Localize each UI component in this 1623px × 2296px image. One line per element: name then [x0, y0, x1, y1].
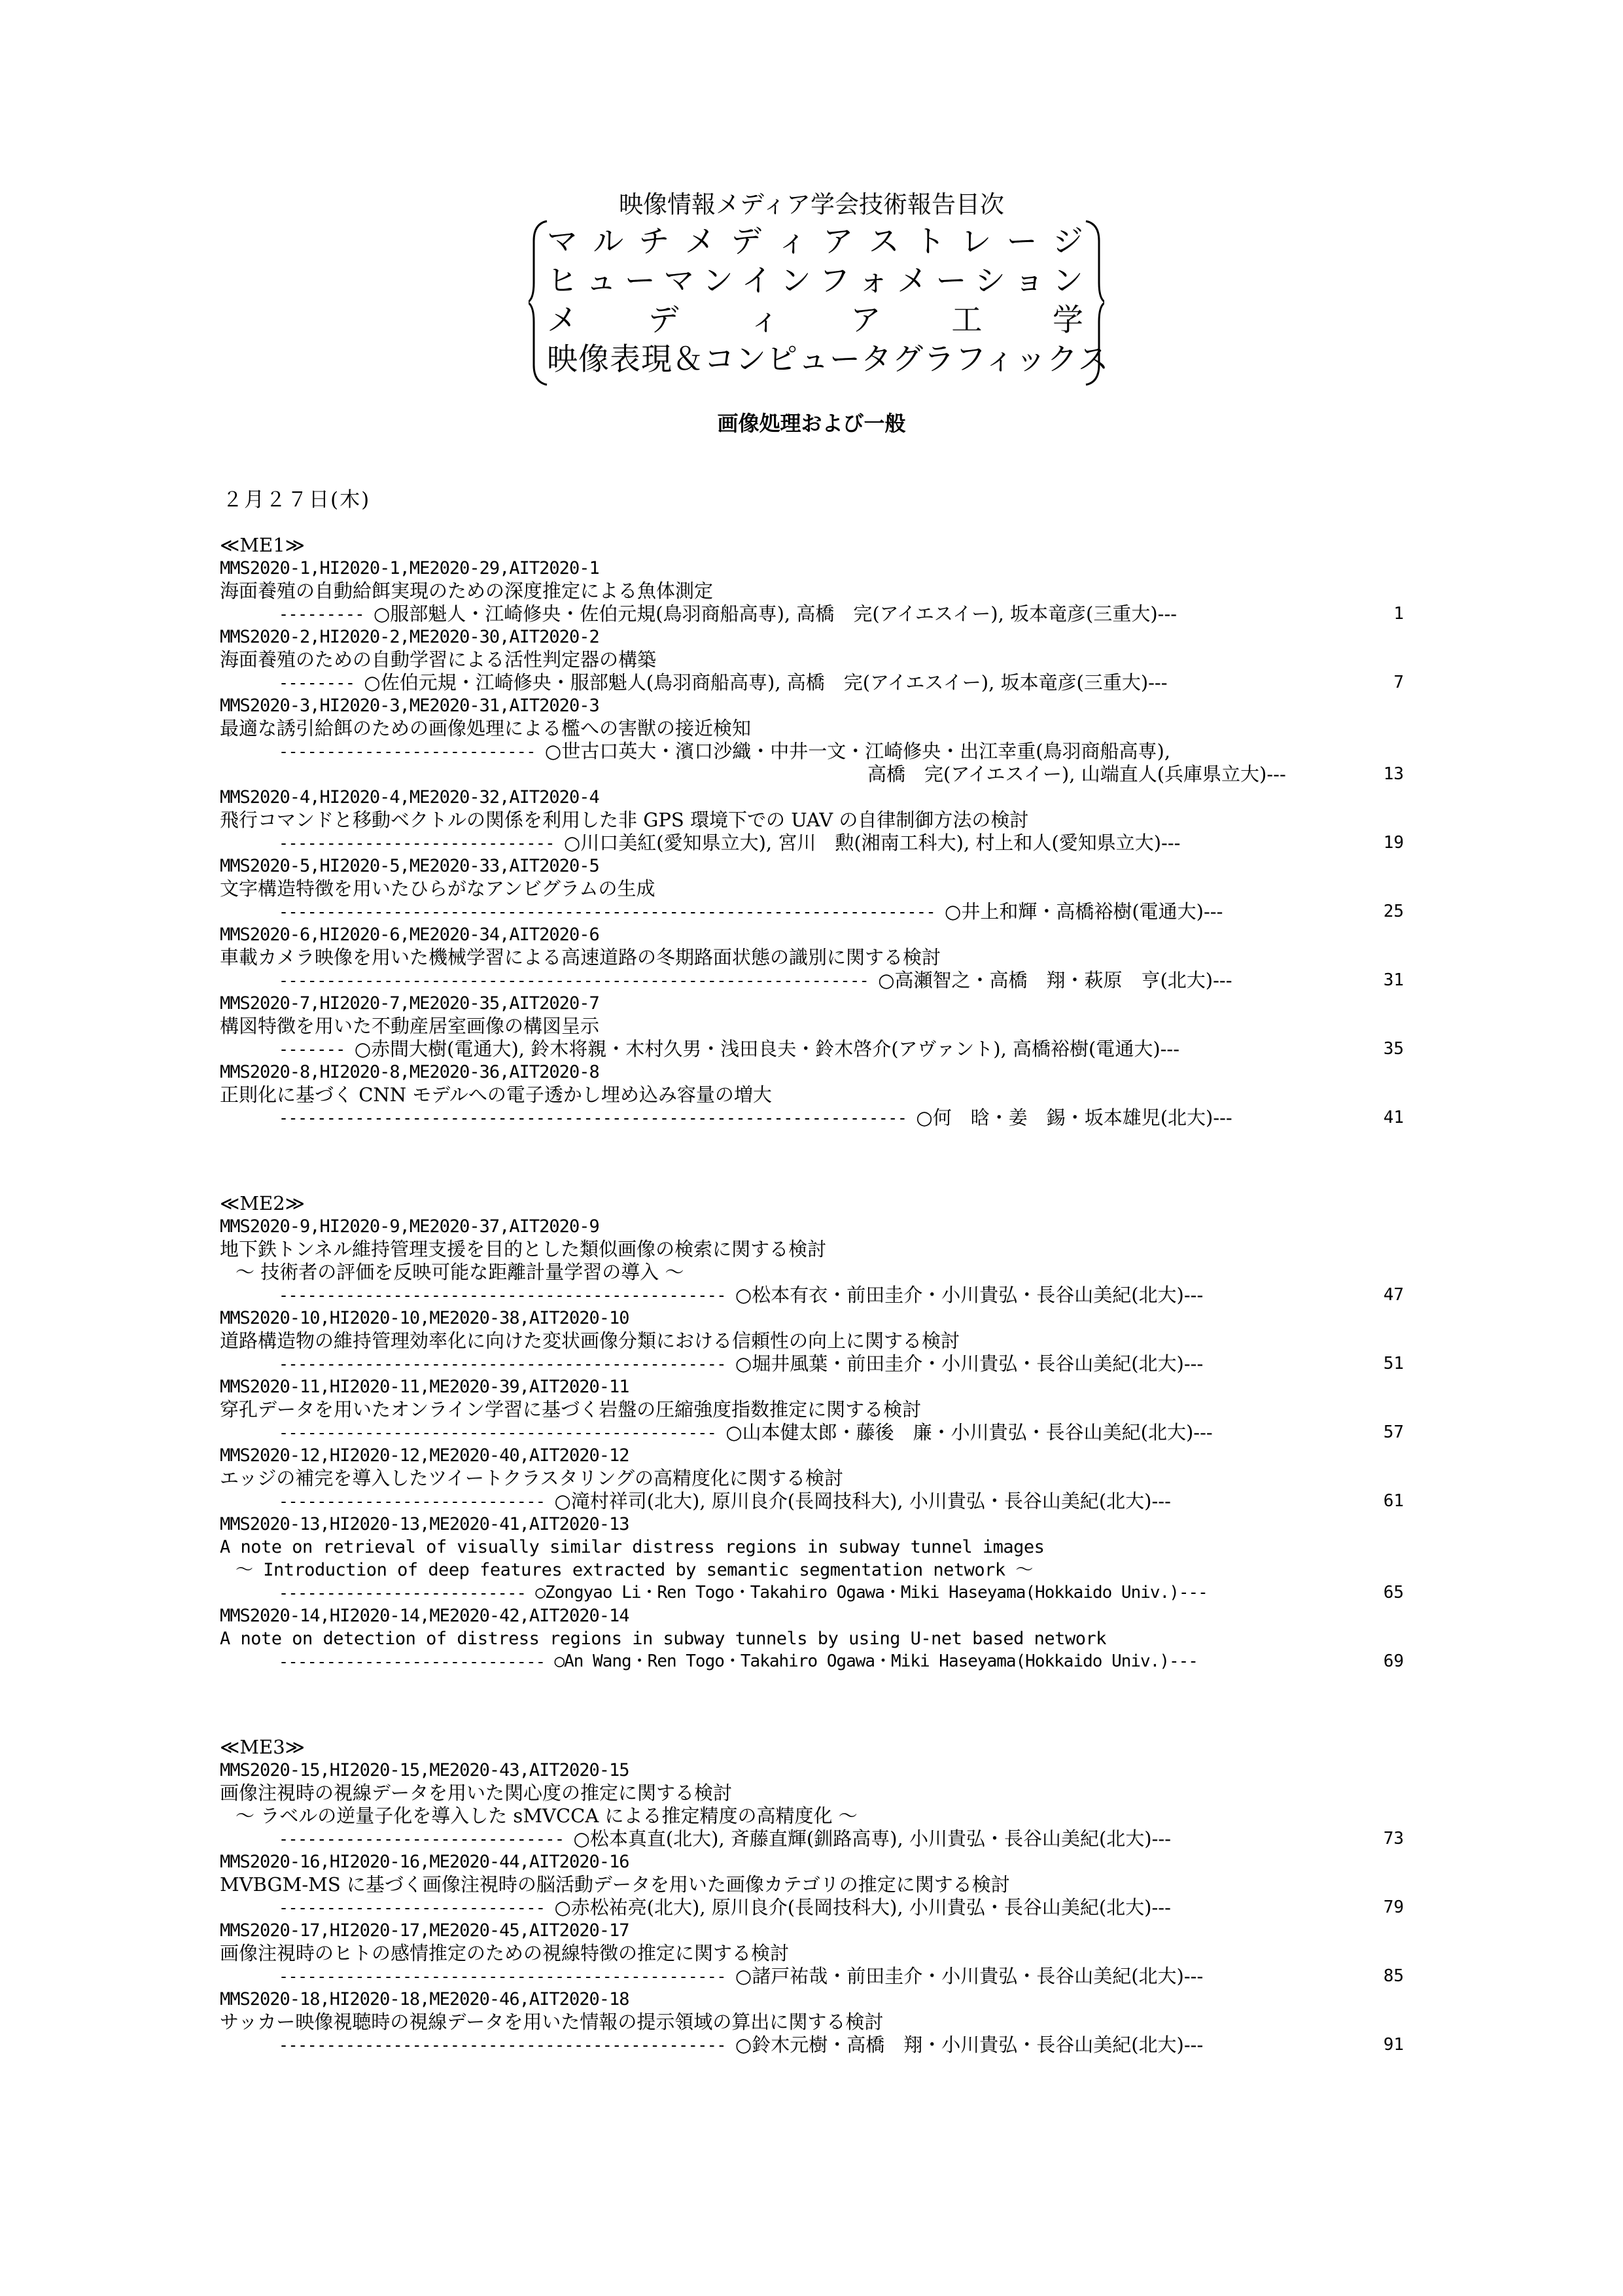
- society-char: ョ: [1013, 263, 1045, 299]
- session-list: [220, 534, 1404, 2057]
- authors: ○諸戸祐哉・前田圭介・小川貴弘・長谷山美紀(北大)---: [735, 1965, 1204, 1987]
- page-number: 47: [1383, 1285, 1404, 1305]
- society-char: 学: [1052, 302, 1083, 338]
- dot-leader: -------: [279, 1040, 345, 1059]
- society-char: フ: [819, 263, 850, 299]
- authors-row: [220, 1106, 1404, 1129]
- authors: ○鈴木元樹・高橋 翔・小川貴弘・長谷山美紀(北大)---: [735, 2034, 1204, 2056]
- session-label: ≪ME3≫: [220, 1736, 305, 1758]
- paper-title: MVBGM-MS に基づく画像注視時の脳活動データを用いた画像カテゴリの推定に関する検討: [220, 1873, 1010, 1896]
- society-char: メ: [897, 263, 928, 299]
- toc-entry: [220, 694, 1404, 786]
- society-char: ル: [593, 224, 624, 260]
- authors-row: [220, 969, 1404, 992]
- session-gap: [220, 1129, 1404, 1192]
- society-char: レ: [960, 224, 992, 260]
- dot-leader: -----------------------------------------------: [279, 2036, 726, 2055]
- toc-entry: [220, 923, 1404, 992]
- dot-leader: -----------------------------: [279, 834, 555, 853]
- report-ids: MMS2020-3,HI2020-3,ME2020-31,AIT2020-3: [220, 696, 599, 716]
- report-ids: MMS2020-11,HI2020-11,ME2020-39,AIT2020-11: [220, 1377, 629, 1397]
- authors: ○堀井風葉・前田圭介・小川貴弘・長谷山美紀(北大)---: [735, 1352, 1204, 1375]
- paper-title: 最適な誘引給餌のための画像処理による檻への害獣の接近検知: [220, 717, 752, 739]
- toc-entry: [220, 786, 1404, 855]
- society-char: デ: [648, 302, 679, 338]
- page-number: 31: [1383, 970, 1404, 990]
- page-number: 41: [1383, 1108, 1404, 1127]
- report-ids: MMS2020-1,HI2020-1,ME2020-29,AIT2020-1: [220, 558, 599, 578]
- society-char: ー: [624, 263, 655, 299]
- toc-entry: [220, 855, 1404, 923]
- authors-row: [220, 1490, 1404, 1513]
- authors-row: [220, 2034, 1404, 2057]
- society-char: ン: [702, 263, 733, 299]
- page-number: 35: [1383, 1039, 1404, 1059]
- report-ids: MMS2020-17,HI2020-17,ME2020-45,AIT2020-17: [220, 1920, 629, 1941]
- society-line: [547, 262, 1083, 301]
- dot-leader: ----------------------------: [279, 1652, 546, 1671]
- paper-title: 文字構造特徴を用いたひらがなアンビグラムの生成: [220, 877, 655, 900]
- authors: ○松本真直(北大), 斉藤直輝(釧路高専), 小川貴弘・長谷山美紀(北大)---: [573, 1828, 1172, 1850]
- paper-title: 正則化に基づく CNN モデルへの電子透かし埋め込み容量の増大: [220, 1084, 772, 1106]
- report-ids: MMS2020-12,HI2020-12,ME2020-40,AIT2020-12: [220, 1445, 629, 1466]
- report-ids: MMS2020-9,HI2020-9,ME2020-37,AIT2020-9: [220, 1216, 599, 1237]
- toc-entry: [220, 1061, 1404, 1129]
- authors-row: [220, 900, 1404, 923]
- society-char: シ: [974, 263, 1005, 299]
- session-block: [220, 1192, 1404, 1673]
- authors: ○赤間大樹(電通大), 鈴木将親・木村久男・浅田良夫・鈴木啓介(アヴァント), 高橋裕樹(電通大)---: [354, 1038, 1180, 1060]
- paper-title: 画像注視時の視線データを用いた関心度の推定に関する検討: [220, 1782, 733, 1804]
- dot-leader: --------------------------: [279, 1583, 527, 1602]
- session-block: [220, 1736, 1404, 2057]
- session-date: ２月２７日(木): [222, 488, 371, 512]
- authors: ○高瀬智之・高橋 翔・萩原 亨(北大)---: [878, 969, 1232, 991]
- paper-title: 構図特徴を用いた不動産居室画像の構図呈示: [220, 1015, 600, 1037]
- paper-title: 飛行コマンドと移動ベクトルの関係を利用した非 GPS 環境下での UAV の自律制御方法の検討: [220, 809, 1029, 831]
- page-number: 57: [1383, 1422, 1404, 1442]
- paper-subtitle: 〜 Introduction of deep features extracted by semantic segmentation network 〜: [236, 1560, 1033, 1580]
- authors: ○滝村祥司(北大), 原川良介(長岡技科大), 小川貴弘・長谷山美紀(北大)---: [554, 1490, 1171, 1512]
- page-number: 73: [1383, 1829, 1404, 1848]
- society-char: 工: [951, 302, 983, 338]
- report-ids: MMS2020-7,HI2020-7,ME2020-35,AIT2020-7: [220, 993, 599, 1014]
- authors: ○An Wang・Ren Togo・Takahiro Ogawa・Miki Haseyama(Hokkaido Univ.)---: [554, 1651, 1198, 1671]
- section-subtitle: 画像処理および一般: [717, 411, 906, 436]
- document-title: 映像情報メディア学会技術報告目次: [618, 190, 1005, 219]
- dot-leader: -----------------------------------------------: [279, 1967, 726, 1986]
- toc-entry: [220, 1513, 1404, 1604]
- paper-title: 穿孔データを用いたオンライン学習に基づく岩盤の圧縮強度指数推定に関する検討: [220, 1398, 922, 1421]
- authors: ○井上和輝・高橋裕樹(電通大)---: [945, 900, 1223, 923]
- paper-subtitle: 〜 ラベルの逆量子化を導入した sMVCCA による推定精度の高精度化 〜: [236, 1805, 858, 1827]
- authors-row: [220, 740, 1404, 763]
- paper-title: 地下鉄トンネル維持管理支援を目的とした類似画像の検索に関する検討: [220, 1238, 827, 1260]
- page-number: 13: [1383, 764, 1404, 784]
- page-number: 91: [1383, 2035, 1404, 2055]
- report-ids: MMS2020-15,HI2020-15,ME2020-43,AIT2020-15: [220, 1760, 629, 1780]
- society-char: ア: [822, 224, 854, 260]
- page-number: 25: [1383, 902, 1404, 921]
- authors-row: [220, 1284, 1404, 1307]
- society-char: ト: [915, 224, 946, 260]
- page-number: 79: [1383, 1898, 1404, 1917]
- society-char: ジ: [1052, 224, 1083, 260]
- report-ids: MMS2020-16,HI2020-16,ME2020-44,AIT2020-16: [220, 1852, 629, 1872]
- toc-entry: [220, 1850, 1404, 1919]
- page-number: 7: [1393, 673, 1404, 692]
- dot-leader: --------: [279, 673, 355, 692]
- toc-entry: [220, 1215, 1404, 1307]
- dot-leader: ---------------------------------------------------------------------: [279, 902, 936, 921]
- dot-leader: ------------------------------------------------------------------: [279, 1108, 907, 1127]
- paper-title: エッジの補完を導入したツイートクラスタリングの高精度化に関する検討: [220, 1467, 843, 1489]
- authors-continued-row: [220, 763, 1404, 786]
- page-number: 19: [1383, 833, 1404, 853]
- toc-entry: [220, 992, 1404, 1061]
- society-char: イ: [741, 263, 773, 299]
- society-names: [547, 222, 1109, 380]
- paper-subtitle: 〜 技術者の評価を反映可能な距離計量学習の導入 〜: [236, 1261, 684, 1283]
- society-char: チ: [638, 224, 670, 260]
- report-ids: MMS2020-10,HI2020-10,ME2020-38,AIT2020-10: [220, 1308, 629, 1328]
- authors-row: [220, 1352, 1404, 1375]
- authors-row: [220, 1965, 1404, 1988]
- society-char: ォ: [858, 263, 889, 299]
- authors-row: [220, 1896, 1404, 1919]
- toc-entry: [220, 1307, 1404, 1375]
- society-line: [547, 222, 1083, 262]
- authors: ○川口美紅(愛知県立大), 宮川 勲(湘南工科大), 村上和人(愛知県立大)---: [564, 832, 1181, 854]
- authors-row: [220, 603, 1404, 626]
- society-char: デ: [731, 224, 762, 260]
- society-char: ア: [850, 302, 881, 338]
- toc-entry: [220, 626, 1404, 694]
- dot-leader: ----------------------------: [279, 1492, 546, 1511]
- page-number: 1: [1393, 604, 1404, 624]
- authors: ○Zongyao Li・Ren Togo・Takahiro Ogawa・Miki Haseyama(Hokkaido Univ.)---: [535, 1583, 1208, 1602]
- dot-leader: ---------------------------: [279, 742, 536, 761]
- society-char: ス: [868, 224, 899, 260]
- dot-leader: ------------------------------: [279, 1829, 565, 1848]
- authors-row: [220, 1038, 1404, 1061]
- paper-title: サッカー映像視聴時の視線データを用いた情報の提示領域の算出に関する検討: [220, 2011, 884, 2033]
- report-ids: MMS2020-6,HI2020-6,ME2020-34,AIT2020-6: [220, 925, 599, 945]
- dot-leader: -----------------------------------------------: [279, 1286, 726, 1305]
- society-line: 映像表現＆コンピュータグラフィックス: [547, 342, 1109, 378]
- toc-entry: [220, 1444, 1404, 1513]
- society-line: [547, 301, 1083, 340]
- paper-title: 道路構造物の維持管理効率化に向けた変状画像分類における信頼性の向上に関する検討: [220, 1330, 960, 1352]
- society-char: ン: [780, 263, 811, 299]
- toc-entry: [220, 1604, 1404, 1673]
- dot-leader: --------------------------------------------------------------: [279, 971, 869, 990]
- society-char: メ: [684, 224, 716, 260]
- authors-row: [220, 1581, 1404, 1604]
- paper-title: 海面養殖の自動給餌実現のための深度推定による魚体測定: [220, 580, 714, 602]
- paper-title: 海面養殖のための自動学習による活性判定器の構築: [220, 648, 657, 671]
- authors: ○世古口英大・濱口沙織・中井一文・江崎修央・出江幸重(鳥羽商船高専),: [544, 740, 1171, 762]
- page-number: 69: [1383, 1651, 1404, 1671]
- session-gap: [220, 1673, 1404, 1736]
- toc-entry: [220, 1988, 1404, 2057]
- report-ids: MMS2020-8,HI2020-8,ME2020-36,AIT2020-8: [220, 1062, 599, 1082]
- authors-row: [220, 1421, 1404, 1444]
- toc-entry: [220, 1919, 1404, 1988]
- page-number: 85: [1383, 1966, 1404, 1986]
- authors: ○赤松祐亮(北大), 原川良介(長岡技科大), 小川貴弘・長谷山美紀(北大)---: [554, 1896, 1171, 1918]
- session-label: ≪ME1≫: [220, 534, 305, 556]
- paper-title: 画像注視時のヒトの感情推定のための視線特徴の推定に関する検討: [220, 1942, 790, 1964]
- authors-row: [220, 832, 1404, 855]
- authors: ○服部魁人・江崎修央・佐伯元規(鳥羽商船高専), 高橋 完(アイエスイー), 坂本竜彦(三重大)---: [373, 603, 1178, 625]
- page-number: 61: [1383, 1491, 1404, 1511]
- report-ids: MMS2020-18,HI2020-18,ME2020-46,AIT2020-18: [220, 1989, 629, 2009]
- page-number: 65: [1383, 1583, 1404, 1602]
- session-label: ≪ME2≫: [220, 1192, 305, 1214]
- session-block: [220, 534, 1404, 1129]
- authors-row: [220, 671, 1404, 694]
- authors-row: [220, 1650, 1404, 1673]
- authors: ○山本健太郎・藤後 廉・小川貴弘・長谷山美紀(北大)---: [725, 1421, 1213, 1443]
- toc-entry: [220, 557, 1404, 626]
- society-char: ー: [935, 263, 967, 299]
- society-char: ィ: [749, 302, 780, 338]
- report-ids: MMS2020-13,HI2020-13,ME2020-41,AIT2020-13: [220, 1514, 629, 1534]
- report-ids: MMS2020-2,HI2020-2,ME2020-30,AIT2020-2: [220, 627, 599, 647]
- page-number: 51: [1383, 1354, 1404, 1373]
- paper-title: A note on retrieval of visually similar distress regions in subway tunnel images: [220, 1537, 1045, 1557]
- society-char: メ: [547, 302, 578, 338]
- authors: ○松本有衣・前田圭介・小川貴弘・長谷山美紀(北大)---: [735, 1284, 1204, 1306]
- authors: ○佐伯元規・江崎修央・服部魁人(鳥羽商船高専), 高橋 完(アイエスイー), 坂本竜彦(三重大)---: [364, 671, 1168, 694]
- dot-leader: ----------------------------------------------: [279, 1423, 717, 1442]
- dot-leader: ---------: [279, 605, 364, 624]
- dot-leader: -----------------------------------------------: [279, 1354, 726, 1373]
- report-ids: MMS2020-5,HI2020-5,ME2020-33,AIT2020-5: [220, 856, 599, 876]
- dot-leader: ----------------------------: [279, 1898, 546, 1917]
- authors-row: [220, 1828, 1404, 1850]
- report-ids: MMS2020-14,HI2020-14,ME2020-42,AIT2020-14: [220, 1606, 629, 1626]
- toc-entry: [220, 1759, 1404, 1850]
- paper-title: A note on detection of distress regions in subway tunnels by using U-net based network: [220, 1629, 1106, 1649]
- society-char: マ: [663, 263, 695, 299]
- society-char: ィ: [777, 224, 808, 260]
- society-char: マ: [547, 224, 578, 260]
- toc-entry: [220, 1375, 1404, 1444]
- authors-continued: 高橋 完(アイエスイー), 山端直人(兵庫県立大)---: [867, 763, 1286, 785]
- society-char: ー: [1006, 224, 1038, 260]
- society-char: ュ: [585, 263, 617, 299]
- authors: ○何 晗・姜 錫・坂本雄児(北大)---: [916, 1106, 1232, 1129]
- report-ids: MMS2020-4,HI2020-4,ME2020-32,AIT2020-4: [220, 787, 599, 807]
- society-char: ン: [1052, 263, 1083, 299]
- society-char: ヒ: [547, 263, 578, 299]
- paper-title: 車載カメラ映像を用いた機械学習による高速道路の冬期路面状態の識別に関する検討: [220, 946, 941, 968]
